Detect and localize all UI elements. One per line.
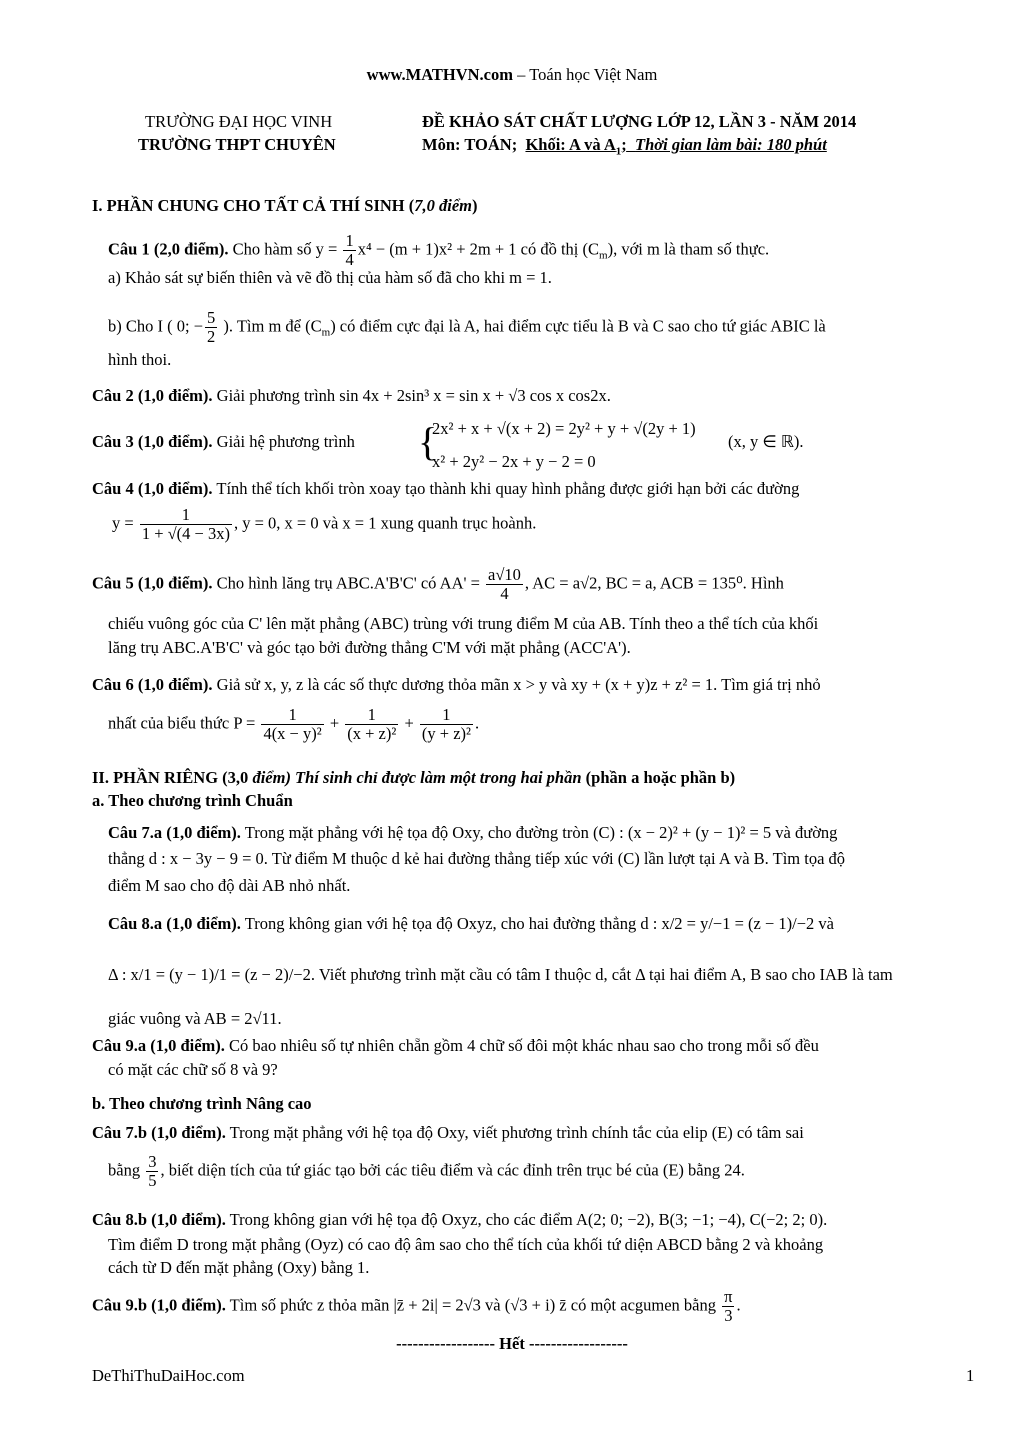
question-8b-line3: cách từ D đến mặt phẳng (Oxy) bằng 1. xyxy=(108,1258,370,1277)
question-4-formula: y = $\frac{1}{1 + √(4 - 3x)}$ , y = 0, x = 0 và x = 1 xung quanh trục hoành. xyxy=(112,505,537,543)
question-1b-cont: hình thoi. xyxy=(108,350,172,369)
question-9a: Câu 9.a (1,0 điểm). Có bao nhiêu số tự nhiên chẵn gồm 4 chữ số đôi một khác nhau sao cho trong mỗi số đều xyxy=(92,1036,819,1055)
exam-subject: Môn: TOÁN; Khối: A và $A_1$; Thời gian làm bài: 180 phút xyxy=(422,135,827,158)
page-header xyxy=(0,65,1024,85)
question-8a-line3: giác vuông và AB = 2√11. xyxy=(108,1009,282,1028)
part2-title: II. PHẦN RIÊNG (3,0 điểm) Thí sinh chỉ được làm một trong hai phần (phần a hoặc phần b) xyxy=(92,768,736,787)
question-5-line2: chiếu vuông góc của C' lên mặt phẳng (ABC) trùng với trung điểm M của AB. Tính theo a thể tích của khối xyxy=(108,614,819,633)
question-5: Câu 5 (1,0 điểm). Cho hình lăng trụ ABC.A'B'C' có AA' = $\frac{a√10}{4}$ , AC = a√2, BC = a, ACB = 135⁰. Hình xyxy=(92,565,784,603)
school-subname: TRƯỜNG THPT CHUYÊN xyxy=(138,135,336,154)
question-2: Câu 2 (1,0 điểm). Giải phương trình sin 4x + 2sin³ x = sin x + √3 cos x cos2x. xyxy=(92,386,611,405)
question-7a-line2: thẳng d : x − 3y − 9 = 0. Từ điểm M thuộc d kẻ hai đường thẳng tiếp xúc với (C) lần lượt tại A và B. Tìm tọa độ xyxy=(108,849,846,868)
part2a-title: a. Theo chương trình Chuẩn xyxy=(92,791,293,810)
system-eq-1: 2x² + x + √(x + 2) = 2y² + y + √(2y + 1) xyxy=(432,419,696,438)
question-6: Câu 6 (1,0 điểm). Giả sử x, y, z là các số thực dương thỏa mãn x > y và xy + (x + y)z + z² = 1. Tìm giá trị nhỏ xyxy=(92,675,821,694)
exam-title: ĐỀ KHẢO SÁT CHẤT LƯỢNG LỚP 12, LẦN 3 - NĂM 2014 xyxy=(422,112,857,131)
question-7b: Câu 7.b (1,0 điểm). Trong mặt phẳng với hệ tọa độ Oxy, viết phương trình chính tắc của elip (E) có tâm sai xyxy=(92,1123,804,1142)
question-1b: b) Cho I ( 0; − $\frac{5}{2}$ ). Tìm m để $(C_m)$ có điểm cực đại là A, hai điểm cực tiểu là B và C sao cho tứ giác ABIC là xyxy=(108,308,826,346)
site-link[interactable]: www.MATHVN.com xyxy=(366,65,513,84)
system-domain: (x, y ∈ ℝ). xyxy=(728,432,804,451)
question-4: Câu 4 (1,0 điểm). Tính thể tích khối tròn xoay tạo thành khi quay hình phẳng được giới hạn bởi các đường xyxy=(92,479,800,498)
question-8a-line2: Δ : x/1 = (y − 1)/1 = (z − 2)/−2. Viết phương trình mặt cầu có tâm I thuộc d, cắt Δ tại hai điểm A, B sao cho IAB là tam xyxy=(108,965,893,984)
question-8a: Câu 8.a (1,0 điểm). Trong không gian với hệ tọa độ Oxyz, cho hai đường thẳng d : x/2 = y/−1 = (z − 1)/−2 và xyxy=(108,914,834,933)
site-suffix: – Toán học Việt Nam xyxy=(513,65,658,84)
question-7a: Câu 7.a (1,0 điểm). Trong mặt phẳng với hệ tọa độ Oxy, cho đường tròn (C) : (x − 2)² + (y − 1)² = 5 và đường xyxy=(108,823,838,842)
question-1: Câu 1 (2,0 điểm). Cho hàm số y = $\frac{1}{4}$ x⁴ − (m + 1)x² + 2m + 1 có đồ thị $(C_m)$, với m là tham số thực. xyxy=(108,231,770,269)
question-3: Câu 3 (1,0 điểm). Giải hệ phương trình xyxy=(92,432,355,451)
end-marker: ------------------ Hết ------------------ xyxy=(396,1334,628,1353)
question-6-formula: nhất của biểu thức P = $\frac{1}{\text{4(x − y)²}}$ + $\frac{1}{\text{(x + z)²}}$ + $\frac{1}{\text{(y + z)²}}$ . xyxy=(108,705,480,743)
question-1a: a) Khảo sát sự biến thiên và vẽ đồ thị của hàm số đã cho khi m = 1. xyxy=(108,268,552,287)
question-8b-line2: Tìm điểm D trong mặt phẳng (Oyz) có cao độ âm sao cho thể tích của khối tứ diện ABCD bằng 2 và khoảng xyxy=(108,1235,824,1254)
school-name: TRƯỜNG ĐẠI HỌC VINH xyxy=(145,112,333,131)
question-9a-line2: có mặt các chữ số 8 và 9? xyxy=(108,1060,278,1079)
system-eq-2: x² + 2y² − 2x + y − 2 = 0 xyxy=(432,452,596,471)
part1-title: I. PHẦN CHUNG CHO TẤT CẢ THÍ SINH (7,0 điểm) xyxy=(92,196,478,215)
page-number: 1 xyxy=(966,1366,975,1385)
part2b-title: b. Theo chương trình Nâng cao xyxy=(92,1094,312,1113)
question-7b-line2: bằng $\frac{3}{5}$ , biết diện tích của tứ giác tạo bởi các tiêu điểm và các đỉnh trên trục bé của (E) bằng 24. xyxy=(108,1152,745,1190)
question-8b: Câu 8.b (1,0 điểm). Trong không gian với hệ tọa độ Oxyz, cho các điểm A(2; 0; −2), B(3; −1; −4), C(−2; 2; 0). xyxy=(92,1210,828,1229)
question-9b: Câu 9.b (1,0 điểm). Tìm số phức z thỏa mãn |z̄ + 2i| = 2√3 và (√3 + i) z̄ có một acgumen bằng $\frac{\pi}{3}$ . xyxy=(92,1287,741,1325)
question-5-line3: lăng trụ ABC.A'B'C' và góc tạo bởi đường thẳng C'M với mặt phẳng (ACC'A'). xyxy=(108,638,631,657)
question-7a-line3: điểm M sao cho độ dài AB nhỏ nhất. xyxy=(108,876,351,895)
brace-icon: { xyxy=(418,419,438,464)
footer-site: DeThiThuDaiHoc.com xyxy=(92,1366,245,1385)
